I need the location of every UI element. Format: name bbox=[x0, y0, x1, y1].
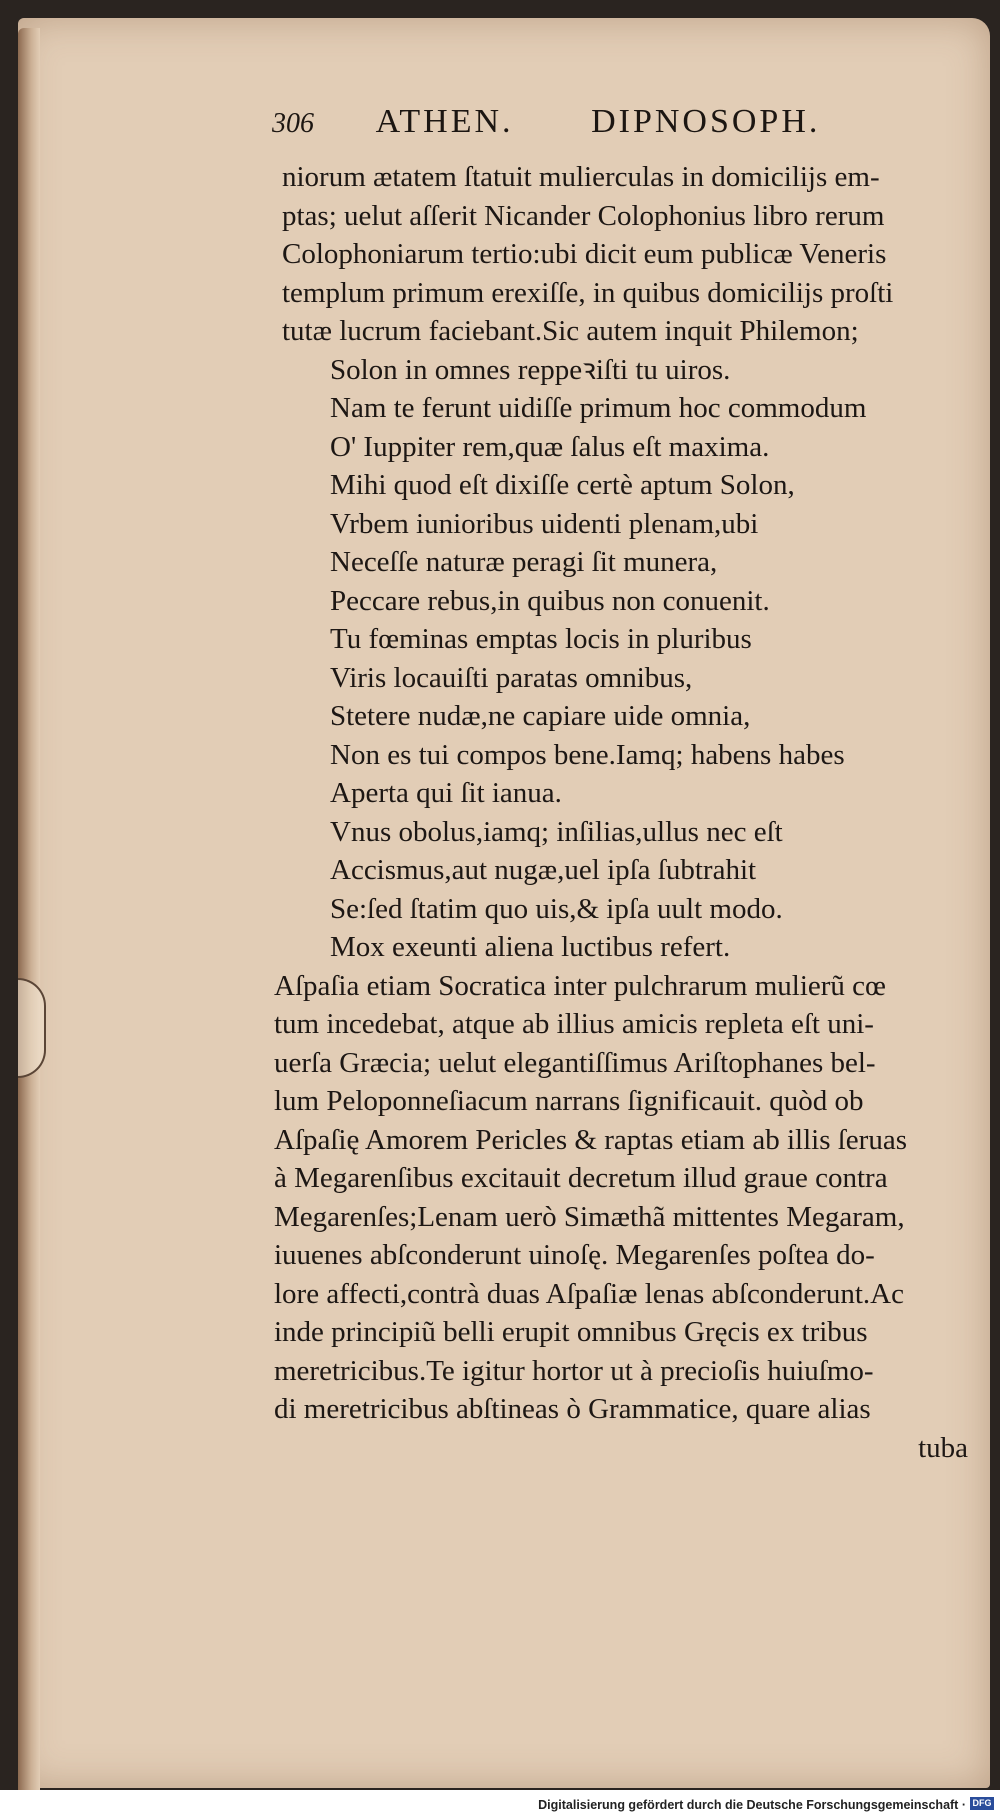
verse-line: Vrbem iunioribus uidenti plenam,ubi bbox=[330, 507, 759, 540]
text-line: meretricibus.Te igitur hortor ut à precioſis huiuſmo- bbox=[274, 1354, 874, 1387]
text-line: tum incedebat, atque ab illius amicis repleta eſt uni- bbox=[274, 1008, 874, 1040]
footer-credit: Digitalisierung gefördert durch die Deutsche Forschungsgemeinschaft · bbox=[538, 1798, 966, 1812]
text-line: ptas; uelut aſſerit Nicander Colophonius libro rerum bbox=[282, 199, 885, 232]
prose-block-2 bbox=[274, 967, 968, 1429]
verse-line: Accismus,aut nugæ,uel ipſa ſubtrahit bbox=[330, 854, 757, 886]
text-line: tutæ lucrum faciebant.Sic autem inquit Philemon; bbox=[282, 315, 859, 347]
verse-line: Stetere nudæ,ne capiare uide omnia, bbox=[330, 700, 751, 732]
catchword: tuba bbox=[918, 1431, 968, 1464]
verse-line: Peccare rebus,in quibus non conuenit. bbox=[330, 584, 770, 617]
verse-line: Tu fœminas emptas locis in pluribus bbox=[330, 623, 752, 655]
text-line: templum primum erexiſſe, in quibus domicilijs proſti bbox=[282, 276, 894, 309]
running-header bbox=[272, 103, 972, 141]
verse-line: O' Iuppiter rem,quæ ſalus eſt maxima. bbox=[330, 430, 770, 463]
verse-block bbox=[282, 351, 968, 967]
text-line: lum Peloponneſiacum narrans ſignificauit. quòd ob bbox=[274, 1085, 864, 1117]
header-title-left: ATHEN. bbox=[375, 103, 514, 140]
text-line: Aſpaſię Amorem Pericles & raptas etiam ab illis ſeruas bbox=[274, 1123, 907, 1156]
page-text bbox=[274, 158, 968, 1467]
binding-clip bbox=[18, 978, 46, 1078]
text-line: niorum ætatem ſtatuit mulierculas in domicilijs em- bbox=[282, 161, 880, 193]
text-line: inde principiũ belli erupit omnibus Gręcis ex tribus bbox=[274, 1316, 868, 1348]
verse-line: Neceſſe naturæ peragi ſit munera, bbox=[330, 546, 718, 578]
text-line: Aſpaſia etiam Socratica inter pulchrarum mulierũ cœ bbox=[274, 969, 886, 1002]
page-number: 306 bbox=[272, 108, 314, 139]
verse-line: Mox exeunti aliena luctibus refert. bbox=[330, 931, 731, 963]
text-line: lore affecti,contrà duas Aſpaſiæ lenas abſconderunt.Ac bbox=[274, 1277, 904, 1310]
verse-line: Solon in omnes reppeꝛiſti tu uiros. bbox=[330, 353, 731, 386]
text-line: iuuenes abſconderunt uinoſę. Megarenſes poſtea do- bbox=[274, 1239, 875, 1271]
dfg-logo: DFG bbox=[970, 1797, 994, 1810]
verse-line: Viris locauiſti paratas omnibus, bbox=[330, 661, 693, 694]
page-edge bbox=[18, 28, 40, 1798]
prose-block-1 bbox=[282, 158, 968, 351]
verse-line: Non es tui compos bene.Iamq; habens habes bbox=[330, 738, 845, 771]
verse-line: Nam te ferunt uidiſſe primum hoc commodum bbox=[330, 392, 867, 424]
verse-line: Mihi quod eſt dixiſſe certè aptum Solon, bbox=[330, 469, 795, 501]
verse-line: Vnus obolus,iamq; inſilias,ullus nec eſt bbox=[330, 815, 783, 848]
digitization-footer bbox=[0, 1790, 1000, 1818]
header-title-right: DIPNOSOPH. bbox=[591, 103, 821, 140]
text-line: uerſa Græcia; uelut elegantiſſimus Ariſtophanes bel- bbox=[274, 1046, 876, 1079]
text-line: di meretricibus abſtineas ò Grammatice, quare alias bbox=[274, 1393, 871, 1425]
text-line: Colophoniarum tertio:ubi dicit eum publicæ Veneris bbox=[282, 238, 887, 270]
verse-line: Se:ſed ſtatim quo uis,& ipſa uult modo. bbox=[330, 892, 783, 925]
text-line: Megarenſes;Lenam uerò Simæthã mittentes Megaram, bbox=[274, 1200, 905, 1233]
verse-line: Aperta qui ſit ianua. bbox=[330, 777, 562, 809]
text-line: à Megarenſibus excitauit decretum illud graue contra bbox=[274, 1162, 888, 1194]
